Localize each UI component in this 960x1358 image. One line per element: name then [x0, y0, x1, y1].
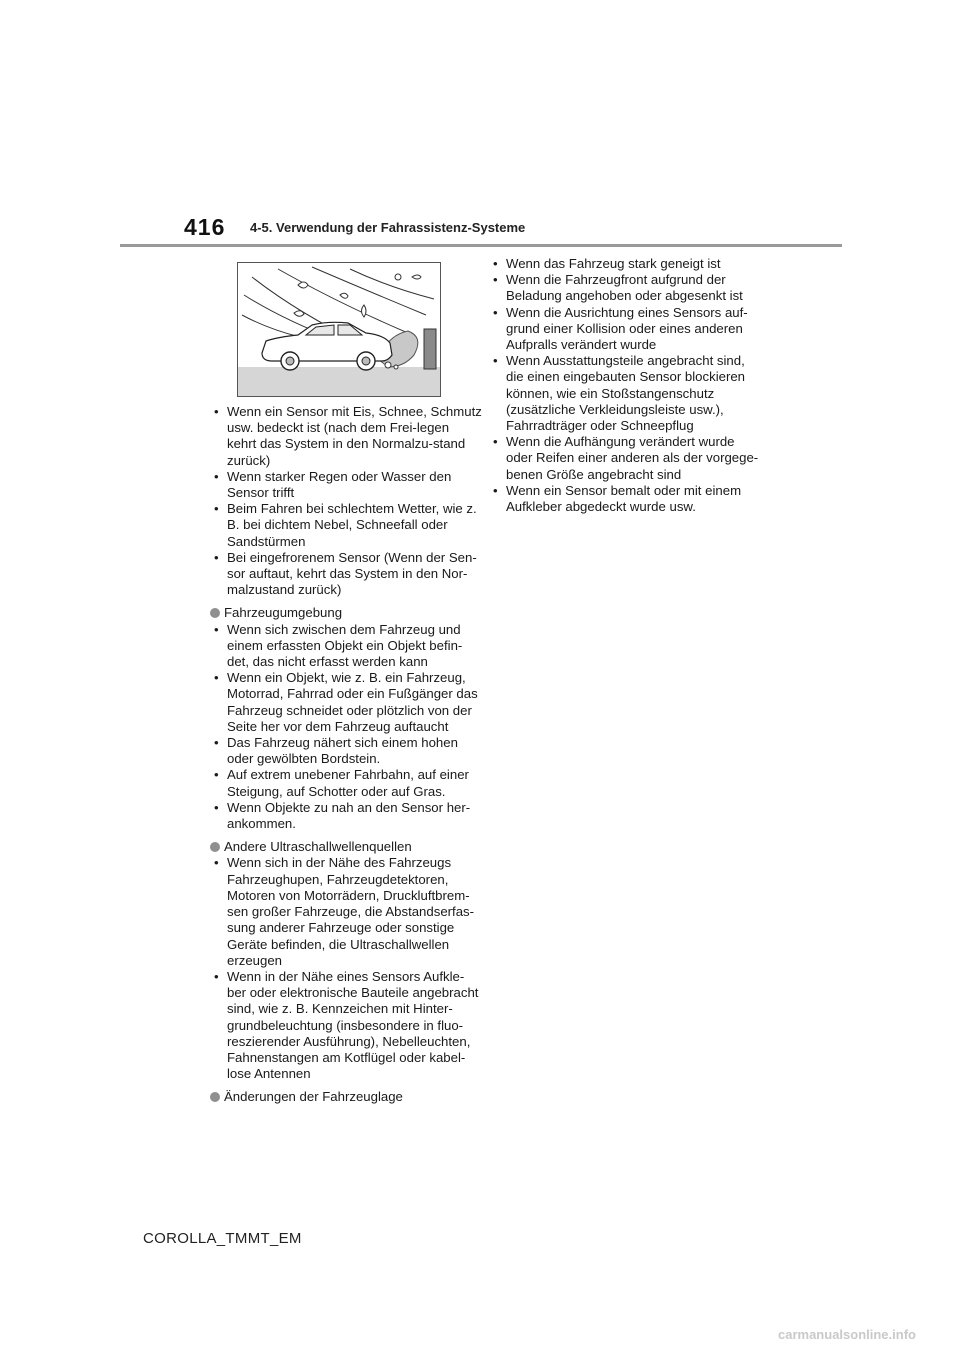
page-number: 416	[184, 214, 226, 240]
leaf-debris	[298, 282, 308, 288]
list-item: • Wenn ein Sensor bemalt oder mit einem Aufkleber abgedeckt wurde usw.	[489, 483, 764, 515]
list-item: • Wenn Objekte zu nah an den Sensor her-ankommen.	[210, 800, 482, 832]
list-item: • Wenn Ausstattungsteile angebracht sind, die einen eingebauten Sensor blockieren können, wie ein Stoßstangenschutz (zusätzliche Verkleidungsleiste usw.), Fahrradträger oder Schneepflug	[489, 353, 764, 434]
car-hub	[362, 357, 370, 365]
section-title: 4-5. Verwendung der Fahrassistenz-Systeme	[250, 220, 526, 235]
list-item: • Auf extrem unebener Fahrbahn, auf einer Steigung, auf Schotter oder auf Gras.	[210, 767, 482, 799]
leaf-debris	[362, 305, 367, 317]
vehicle-position-list	[489, 256, 764, 515]
watermark-link[interactable]: carmanualsonline.info	[778, 1327, 916, 1342]
footer-model-code: COROLLA_TMMT_EM	[143, 1230, 302, 1247]
list-item: • Wenn die Aufhängung verändert wurde oder Reifen einer anderen als der vorgege-benen Größe angebracht sind	[489, 434, 764, 483]
list-item: • Wenn ein Sensor mit Eis, Schnee, Schmutz usw. bedeckt ist (nach dem Frei-legen kehrt das System in den Normalzu-stand zurück)	[210, 404, 482, 469]
illustration-svg	[238, 263, 440, 396]
list-item: • Wenn ein Objekt, wie z. B. ein Fahrzeug, Motorrad, Fahrrad oder ein Fußgänger das Fahrzeug schneidet oder plötzlich von der Seite her vor dem Fahrzeug auftaucht	[210, 670, 482, 735]
group-ultraschallwellenquellen	[210, 839, 482, 1082]
group-list	[210, 622, 482, 833]
right-column	[489, 256, 764, 515]
road-surface	[238, 367, 440, 396]
group-heading: Fahrzeugumgebung	[224, 605, 343, 621]
leaf-debris	[412, 275, 421, 279]
list-item: • Wenn das Fahrzeug stark geneigt ist	[489, 256, 764, 272]
list-item: • Wenn sich zwischen dem Fahrzeug und einem erfassten Objekt ein Objekt befin-det, das nicht erfasst werden kann	[210, 622, 482, 671]
sensor-weather-illustration	[237, 262, 441, 397]
list-item: • Wenn starker Regen oder Wasser den Sensor trifft	[210, 469, 482, 501]
sensor-condition-list	[210, 404, 482, 598]
leaf-debris	[294, 311, 304, 317]
list-item: • Bei eingefrorenem Sensor (Wenn der Sen-sor auftaut, kehrt das System in den Nor-malzustand zurück)	[210, 550, 482, 599]
group-list	[210, 855, 482, 1082]
list-item: • Das Fahrzeug nähert sich einem hohen oder gewölbten Bordstein.	[210, 735, 482, 767]
leaf-debris	[340, 293, 348, 298]
bullet-dot-icon	[210, 842, 220, 852]
list-item: • Beim Fahren bei schlechtem Wetter, wie z. B. bei dichtem Nebel, Schneefall oder Sandstürmen	[210, 501, 482, 550]
bullet-dot-icon	[210, 608, 220, 618]
list-item: • Wenn in der Nähe eines Sensors Aufkle-ber oder elektronische Bauteile angebracht sind, wie z. B. Kennzeichen mit Hinter-grundbeleuchtung (insbesondere in fluo-reszierender Ausführung), Nebelleuchten, Fahnenstangen am Kotflügel oder kabel-lose Antennen	[210, 969, 482, 1082]
car-hub	[286, 357, 294, 365]
weather-streak	[350, 269, 434, 299]
bullet-dot-icon	[210, 1092, 220, 1102]
weather-streak	[242, 315, 300, 337]
header-rule	[120, 244, 842, 247]
group-fahrzeugumgebung	[210, 605, 482, 832]
group-heading: Andere Ultraschallwellenquellen	[224, 839, 412, 855]
snow-flake	[395, 274, 401, 280]
left-column	[210, 404, 482, 1106]
weather-streak	[312, 267, 426, 315]
list-item: • Wenn sich in der Nähe des Fahrzeugs Fahrzeughupen, Fahrzeugdetektoren, Motoren von Motorrädern, Druckluftbrem-sen großer Fahrzeuge, die Abstandserfas-sung anderer Fahrzeuge oder sonstige Geräte befinden, die Ultraschallwellen erzeugen	[210, 855, 482, 968]
obstacle-pole	[424, 329, 436, 369]
group-fahrzeuglage	[210, 1089, 482, 1105]
debris-stone	[385, 362, 391, 368]
debris-stone	[394, 365, 398, 369]
list-item: • Wenn die Fahrzeugfront aufgrund der Beladung angehoben oder abgesenkt ist	[489, 272, 764, 304]
list-item: • Wenn die Ausrichtung eines Sensors auf-grund einer Kollision oder eines anderen Aufpralls verändert wurde	[489, 305, 764, 354]
group-heading: Änderungen der Fahrzeuglage	[224, 1089, 403, 1105]
